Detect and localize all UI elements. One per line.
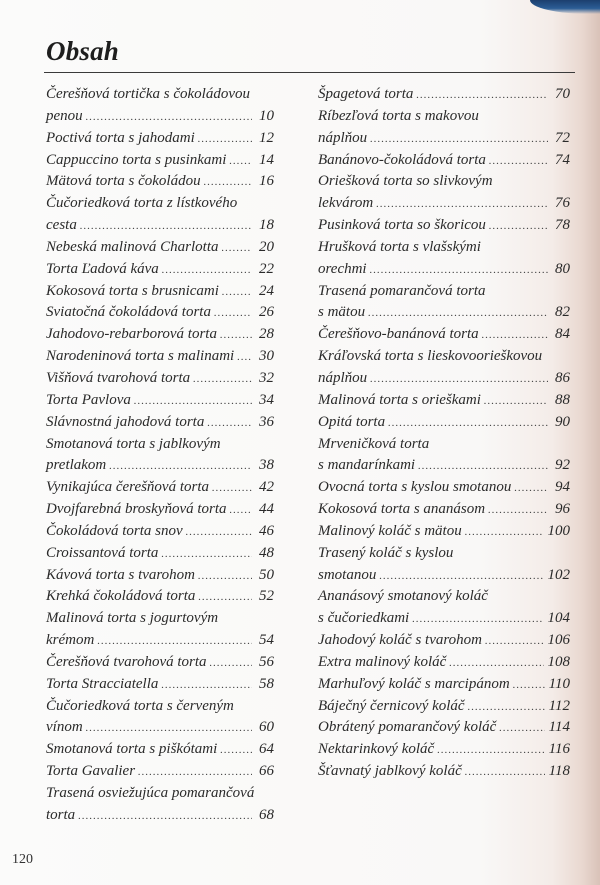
toc-entry [318,608,570,630]
toc-entry-page: 108 [547,653,570,670]
toc-dot-leader [161,675,252,697]
toc-dot-leader [222,282,252,304]
toc-entry [318,390,570,412]
toc-entry [318,717,570,739]
toc-entry [318,674,570,696]
toc-entry [46,608,274,630]
toc-entry-title: Mätová torta s čokoládou [46,173,201,190]
toc-entry-page: 94 [555,479,570,496]
toc-entry-title: torta [46,806,76,823]
toc-entry-title: Cappuccino torta s pusinkami [46,151,227,168]
toc-entry-title: s mätou [318,304,366,321]
toc-entry-page: 74 [555,151,570,168]
toc-entry-page: 106 [547,632,570,649]
toc-entry-page: 78 [555,217,570,234]
toc-entry-title: Poctivá torta s jahodami [46,129,195,146]
toc-entry [46,477,274,499]
toc-entry-page: 36 [259,413,274,430]
toc-entry-page: 14 [259,151,274,168]
toc-entry-title: Malinová torta s orieškami [318,391,481,408]
toc-entry-title: orechmi [318,260,367,277]
toc-entry-title: Trasená pomarančová torta [318,282,486,299]
toc-entry [46,652,274,674]
toc-entry [318,128,570,150]
toc-dot-leader [109,456,252,478]
toc-entry-page: 26 [259,304,274,321]
toc-dot-leader [237,347,252,369]
toc-entry [46,543,274,565]
toc-entry-title: Jahodovo-rebarborová torta [46,326,217,343]
toc-entry [318,455,570,477]
toc-dot-leader [78,806,252,828]
toc-entry [46,259,274,281]
toc-entry-page: 54 [259,632,274,649]
toc-entry [318,477,570,499]
toc-entry-title: Šťavnatý jablkový koláč [318,763,462,780]
toc-entry [318,324,570,346]
toc-entry [318,237,570,259]
toc-dot-leader [230,500,252,522]
toc-entry [318,521,570,543]
toc-dot-leader [86,107,252,129]
toc-entry-page: 28 [259,326,274,343]
toc-entry-page: 116 [548,741,570,758]
toc-entry-page: 58 [259,675,274,692]
toc-entry [318,346,570,368]
toc-entry-title: Obrátený pomarančový koláč [318,719,497,736]
toc-entry-title: náplňou [318,369,368,386]
toc-entry-title: Nebeská malinová Charlotta [46,238,219,255]
toc-dot-leader [161,544,252,566]
toc-dot-leader [204,172,252,194]
toc-entry-page: 38 [259,457,274,474]
toc-entry-page: 100 [547,522,570,539]
toc-entry-page: 10 [259,107,274,124]
toc-entry [318,215,570,237]
page-corner-decoration [530,0,600,14]
toc-entry-page: 20 [259,238,274,255]
toc-entry-page: 110 [548,675,570,692]
toc-dot-leader [513,675,545,697]
toc-entry-title: Torta Ľadová káva [46,260,159,277]
toc-entry [318,259,570,281]
toc-entry-title: lekvárom [318,195,374,212]
toc-entry-page: 50 [259,566,274,583]
toc-entry-page: 80 [555,260,570,277]
toc-entry-title: Krehká čokoládová torta [46,588,196,605]
toc-dot-leader [388,413,548,435]
toc-entry-title: Slávnostná jahodová torta [46,413,205,430]
toc-dot-leader [416,85,548,107]
toc-entry-title: Marhuľový koláč s marcipánom [318,675,510,692]
toc-entry [318,281,570,303]
toc-entry-title: Sviatočná čokoládová torta [46,304,211,321]
toc-entry-page: 64 [259,741,274,758]
toc-dot-leader [229,151,252,173]
title-rule [44,72,575,73]
toc-entry-title: Torta Pavlova [46,391,131,408]
toc-entry-title: Torta Gavalier [46,763,136,780]
toc-entry [46,565,274,587]
toc-entry [46,434,274,456]
toc-entry [318,412,570,434]
toc-entry-title: s mandarínkami [318,457,416,474]
toc-dot-leader [198,587,252,609]
toc-dot-leader [193,369,252,391]
toc-entry-page: 22 [259,260,274,277]
toc-dot-leader [86,718,252,740]
toc-entry-page: 66 [259,763,274,780]
toc-entry-title: Banánovo-čokoládová torta [318,151,486,168]
toc-entry-title: Pusinková torta so škoricou [318,217,486,234]
toc-dot-leader [198,129,252,151]
toc-dot-leader [485,631,544,653]
toc-entry [318,586,570,608]
toc-entry-title: Vynikajúca čerešňová torta [46,479,210,496]
toc-entry-page: 56 [259,653,274,670]
toc-entry [318,434,570,456]
toc-entry-title: Báječný černicový koláč [318,697,465,714]
toc-entry-page: 16 [259,173,274,190]
toc-entry [318,150,570,172]
toc-entry-title: krémom [46,632,95,649]
toc-entry-title: Čučoriedková torta z lístkového [46,195,238,212]
toc-entry-page: 24 [259,282,274,299]
toc-entry [46,302,274,324]
toc-entry-page: 68 [259,806,274,823]
toc-dot-leader [198,566,252,588]
toc-entry-page: 48 [259,544,274,561]
toc-entry-title: Opitá torta [318,413,386,430]
toc-entry-title: Čokoládová torta snov [46,522,183,539]
toc-entry [46,761,274,783]
toc-dot-leader [214,303,252,325]
toc-dot-leader [97,631,252,653]
toc-entry-page: 52 [259,588,274,605]
page-title: Obsah [46,36,120,66]
toc-entry-title: Smotanová torta s piškótami [46,741,218,758]
toc-entry [46,150,274,172]
page-number: 120 [12,852,33,867]
toc-entry [318,652,570,674]
toc-dot-leader [468,697,545,719]
toc-entry [46,412,274,434]
toc-dot-leader [370,369,548,391]
toc-entry-title: Jahodový koláč s tvarohom [318,632,482,649]
toc-entry-page: 44 [259,501,274,518]
toc-entry-title: Ríbezľová torta s makovou [318,107,479,124]
toc-dot-leader [80,216,252,238]
toc-entry [318,499,570,521]
toc-entry-page: 12 [259,129,274,146]
toc-entry [46,674,274,696]
toc-entry-title: náplňou [318,129,368,146]
toc-entry-title: Hrušková torta s vlašskými [318,238,481,255]
toc-entry-page: 82 [555,304,570,321]
toc-entry-title: Torta Stracciatella [46,675,159,692]
toc-left-column [46,84,274,827]
toc-dot-leader [499,718,544,740]
toc-entry [46,739,274,761]
toc-entry [46,586,274,608]
toc-dot-leader [138,762,252,784]
toc-entry-title: Smotanová torta s jablkovým [46,435,221,452]
toc-dot-leader [488,500,548,522]
toc-entry-title: Malinový koláč s mätou [318,522,462,539]
toc-entry [46,521,274,543]
toc-entry-page: 72 [555,129,570,146]
toc-entry-title: Dvojfarebná broskyňová torta [46,501,227,518]
toc-entry-title: Kokosová torta s ananásom [318,501,486,518]
toc-entry-title: Trasený koláč s kyslou [318,544,454,561]
toc-entry-page: 96 [555,501,570,518]
toc-entry-title: Nektarinkový koláč [318,741,435,758]
toc-entry-title: Višňová tvarohová torta [46,369,191,386]
toc-entry [46,783,274,805]
toc-entry-title: pretlakom [46,457,107,474]
toc-entry-title: Oriešková torta so slivkovým [318,173,493,190]
toc-dot-leader [162,260,252,282]
toc-entry [46,193,274,215]
toc-entry-title: smotanou [318,566,377,583]
toc-entry-title: Čerešňovo-banánová torta [318,326,479,343]
toc-entry [318,696,570,718]
toc-entry-title: Malinová torta s jogurtovým [46,610,219,627]
toc-dot-leader [370,129,548,151]
toc-dot-leader [437,740,544,762]
toc-entry [46,805,274,827]
toc-entry [46,346,274,368]
toc-entry [46,128,274,150]
toc-entry [46,237,274,259]
toc-entry-title: Ananásový smotanový koláč [318,588,488,605]
toc-entry-page: 112 [548,697,570,714]
toc-dot-leader [370,260,548,282]
toc-entry-title: s čučoriedkami [318,610,410,627]
toc-entry-title: Kávová torta s tvarohom [46,566,196,583]
toc-entry-title: penou [46,107,83,124]
toc-entry [46,84,274,106]
toc-entry-page: 46 [259,522,274,539]
toc-entry-title: Kokosová torta s brusnicami [46,282,219,299]
toc-dot-leader [376,194,548,216]
toc-entry [46,390,274,412]
toc-entry [46,696,274,718]
toc-entry-page: 18 [259,217,274,234]
toc-entry-title: cesta [46,217,77,234]
toc-dot-leader [465,762,545,784]
toc-entry-page: 118 [548,763,570,780]
toc-entry-page: 60 [259,719,274,736]
toc-entry-page: 30 [259,348,274,365]
toc-entry [46,455,274,477]
toc-dot-leader [186,522,252,544]
toc-entry-title: Mrveničková torta [318,435,430,452]
toc-dot-leader [514,478,548,500]
toc-entry-page: 104 [547,610,570,627]
toc-entry [318,84,570,106]
toc-entry-page: 86 [555,369,570,386]
toc-entry [318,739,570,761]
toc-entry-title: Ovocná torta s kyslou smotanou [318,479,512,496]
toc-entry [46,368,274,390]
toc-entry-title: Croissantová torta [46,544,159,561]
toc-entry-title: Čerešňová tvarohová torta [46,653,207,670]
toc-entry [46,717,274,739]
toc-right-column [318,84,570,783]
toc-entry [318,368,570,390]
toc-entry-title: Kráľovská torta s lieskovoorieškovou [318,348,543,365]
toc-entry-title: vínom [46,719,83,736]
toc-entry [46,106,274,128]
toc-dot-leader [418,456,548,478]
toc-dot-leader [222,238,253,260]
toc-dot-leader [212,478,252,500]
toc-dot-leader [379,566,543,588]
toc-entry [46,324,274,346]
toc-entry-page: 32 [259,369,274,386]
toc-entry-page: 34 [259,391,274,408]
toc-dot-leader [220,325,252,347]
toc-dot-leader [368,303,548,325]
toc-entry-page: 92 [555,457,570,474]
toc-dot-leader [489,151,548,173]
toc-entry [318,565,570,587]
toc-entry-title: Narodeninová torta s malinami [46,348,235,365]
toc-dot-leader [412,609,543,631]
toc-entry-page: 90 [555,413,570,430]
toc-entry [318,171,570,193]
toc-dot-leader [207,413,252,435]
toc-entry [46,630,274,652]
toc-entry-page: 102 [547,566,570,583]
toc-entry [46,171,274,193]
toc-entry [46,281,274,303]
toc-entry-title: Extra malinový koláč [318,653,447,670]
toc-entry-title: Čerešňová tortička s čokoládovou [46,86,250,102]
toc-entry-title: Trasená osviežujúca pomarančová [46,785,255,801]
toc-dot-leader [482,325,548,347]
toc-entry [46,215,274,237]
toc-entry [318,106,570,128]
toc-entry [318,761,570,783]
toc-entry-title: Špagetová torta [318,86,414,102]
toc-dot-leader [449,653,543,675]
toc-entry [318,302,570,324]
toc-entry [46,499,274,521]
toc-entry-page: 84 [555,326,570,343]
toc-entry [318,543,570,565]
toc-entry [318,193,570,215]
toc-dot-leader [134,391,252,413]
toc-dot-leader [484,391,548,413]
toc-dot-leader [220,740,252,762]
toc-entry-page: 42 [259,479,274,496]
toc-entry-page: 70 [555,86,570,102]
toc-entry-title: Čučoriedková torta s červeným [46,697,234,714]
toc-dot-leader [465,522,544,544]
toc-dot-leader [210,653,252,675]
toc-entry-page: 88 [555,391,570,408]
toc-entry-page: 114 [548,719,570,736]
toc-dot-leader [489,216,548,238]
toc-entry-page: 76 [555,195,570,212]
toc-entry [318,630,570,652]
